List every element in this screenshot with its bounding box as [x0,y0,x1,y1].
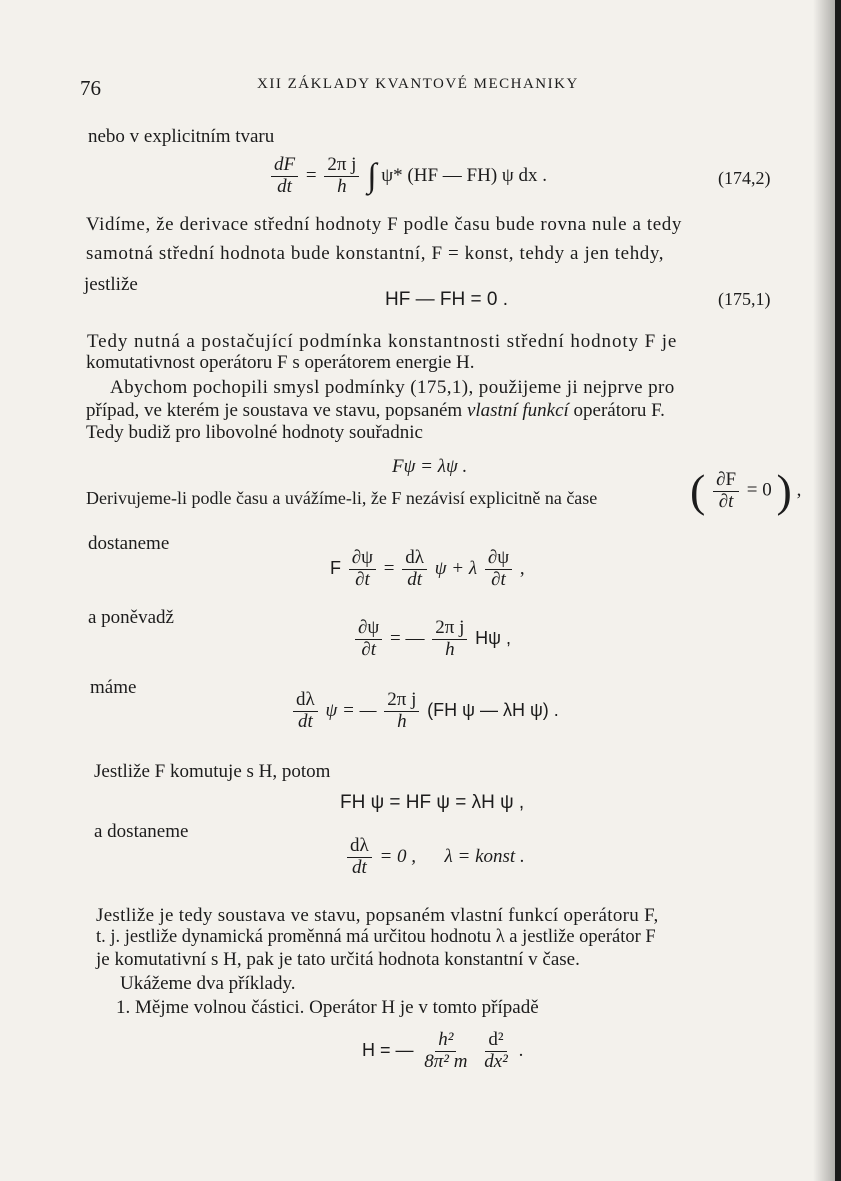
equals: = [383,557,395,579]
term: ψ + λ [434,557,478,579]
equation-schrodinger [352,618,511,661]
numerator: 2π j [432,618,467,640]
denominator: dx² [484,1050,508,1072]
text-line: Tedy budiž pro libovolné hodnoty souřadnic [86,422,423,443]
page-number: 76 [80,76,101,100]
right-paren: ) [776,465,792,516]
equals: = — [390,627,425,649]
integrand: ψ* (HF — FH) ψ dx . [381,164,548,186]
fraction [432,618,467,661]
equation-derivative [330,548,525,591]
term: H = — [362,1039,414,1060]
denominator: h [445,638,455,660]
equation-hamiltonian [362,1030,523,1073]
fraction [324,155,359,198]
text-line: Tedy nutná a postačující podmínka konstantnosti střední hodnoty F je [87,331,678,352]
denominator: ∂t [361,638,376,660]
fraction [384,690,419,733]
integral-sign: ∫ [367,157,377,195]
denominator: h [397,710,407,732]
term: (FH ψ — λH ψ) . [427,699,559,720]
equals: = [305,164,317,186]
equation-number: (175,1) [718,289,771,309]
text-line: nebo v explicitním tvaru [88,126,275,147]
text-line: t. j. jestliže dynamická proměnná má určitou hodnotu λ a jestliže operátor F [96,927,656,947]
numerator: 2π j [324,155,359,177]
numerator: dλ [347,836,372,858]
term: = 0 , λ = konst . [379,845,525,867]
equals-zero: = 0 [746,479,772,501]
text-line: Jestliže je tedy soustava ve stavu, popsaném vlastní funkcí operátoru F, [96,905,659,926]
term: Hψ , [475,627,511,648]
fraction [402,548,427,591]
text-line: je komutativní s H, pak je tato určitá hodnota konstantní v čase. [96,949,580,970]
comma: , [796,479,802,501]
numerator: d² [485,1030,506,1052]
running-title: XII ZÁKLADY KVANTOVÉ MECHANIKY [257,76,579,92]
equation-lambda-derivative [290,690,559,733]
equation-constant [344,836,525,879]
fraction [481,1030,511,1073]
term: ψ = — [325,699,377,721]
fraction [349,548,376,591]
equation-175-1: HF — FH = 0 . [385,289,508,310]
equation-number: (174,2) [718,168,771,188]
denominator: ∂t [718,490,734,512]
left-paren: ( [690,465,706,516]
text-line: Abychom pochopili smysl podmínky (175,1), použijeme ji nejprve pro [110,377,675,398]
fraction [293,690,318,733]
fraction [485,548,512,591]
text-span: operátoru F. [568,400,665,421]
equation-commutation: FH ψ = HF ψ = λH ψ , [340,792,525,813]
denominator: 8π² m [424,1050,468,1072]
comma: , [519,557,525,579]
numerator: dF [271,155,298,177]
numerator: ∂ψ [355,618,382,640]
numerator: h² [435,1030,456,1052]
fraction [271,155,298,198]
fraction [355,618,382,661]
partial-condition [690,465,802,516]
text-line: máme [90,677,137,698]
text-line: 1. Mějme volnou částici. Operátor H je v tomto případě [116,997,539,1018]
denominator: dt [277,175,292,197]
denominator: dt [407,568,423,590]
fraction [421,1030,470,1073]
denominator: dt [297,710,313,732]
numerator: ∂ψ [485,548,512,570]
numerator: dλ [402,548,427,570]
text-line: a dostaneme [94,821,189,842]
denominator: h [337,175,347,197]
text-line: dostaneme [88,533,170,554]
period: . [518,1039,524,1061]
text-line: komutativnost operátoru F s operátorem energie H. [86,352,475,373]
numerator: dλ [293,690,318,712]
text-line: Ukážeme dva příklady. [120,973,296,994]
text-line: samotná střední hodnota bude konstantní, F = konst, tehdy a jen tehdy, [86,243,665,264]
numerator: 2π j [384,690,419,712]
equation-174-2 [268,155,547,198]
numerator: ∂ψ [349,548,376,570]
text-line: Vidíme, že derivace střední hodnoty F podle času bude rovna nule a tedy [86,214,682,235]
denominator: ∂t [491,568,506,590]
text-span: případ, ve kterém je soustava ve stavu, popsaném [86,400,467,421]
fraction [347,836,372,879]
numerator: ∂F [713,470,739,492]
operator-F: F [330,557,341,578]
text-line: a poněvadž [88,607,174,628]
text-line [86,399,665,423]
text-line: Jestliže F komutuje s H, potom [94,761,331,782]
denominator: dt [351,856,367,878]
fraction [713,470,739,513]
text-line: Derivujeme-li podle času a uvážíme-li, že F nezávisí explicitně na čase [86,488,598,508]
denominator: ∂t [355,568,370,590]
text-line: jestliže [84,274,138,295]
italic-term: vlastní funkcí [466,400,569,421]
page-edge [835,0,841,1181]
eigenvalue-equation: Fψ = λψ . [392,456,468,477]
